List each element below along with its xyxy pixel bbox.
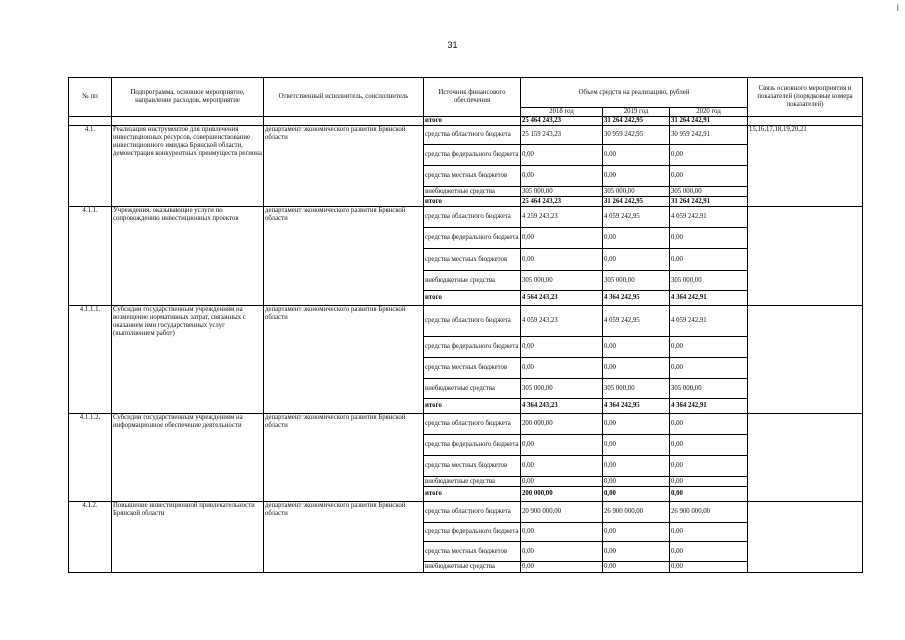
value-2018: 0,00: [521, 523, 603, 542]
value-2018: 25 159 243,23: [521, 126, 603, 145]
value-2020: 4 364 242,91: [670, 399, 748, 414]
row-source: средства областного бюджета: [424, 207, 521, 228]
table-row: [69, 207, 863, 228]
value-2019: 0,00: [603, 562, 670, 573]
row-program: Субсидии государственным учреждениям на возмещение нормативных затрат, связанных с оказанием ими государственных услуг (выполнением работ): [112, 306, 264, 414]
row-source: итого: [424, 487, 521, 502]
value-2019: 305 000,00: [603, 187, 670, 197]
row-source: итого: [424, 197, 521, 207]
value-2019: 305 000,00: [603, 271, 670, 291]
value-2020: 0,00: [670, 523, 748, 542]
header-source: Источник финансового обеспечения: [424, 78, 521, 117]
top-total-2020: 31 264 242,91: [670, 117, 748, 126]
row-source: средства местных бюджетов: [424, 542, 521, 562]
header-volume: Объем средств на реализацию, рублей: [521, 78, 748, 108]
row-source: средства местных бюджетов: [424, 166, 521, 187]
value-2020: 4 059 242,91: [670, 306, 748, 337]
table-row: [69, 306, 863, 337]
value-2018: 0,00: [521, 337, 603, 358]
row-source: средства местных бюджетов: [424, 456, 521, 477]
row-program: Реализация инструментов для привлечения инвестиционных ресурсов, совершенствование инвестиционного имиджа Брянской области, демонстрация конкурентных преимуществ региона: [112, 126, 264, 207]
value-2020: 0,00: [670, 487, 748, 502]
page-number: 31: [447, 40, 458, 50]
row-program: Учреждения, оказывающие услуги по сопровождению инвестиционных проектов: [112, 207, 264, 306]
value-2018: 0,00: [521, 477, 603, 487]
value-2019: 0,00: [603, 228, 670, 249]
value-2020: 0,00: [670, 249, 748, 271]
row-number: 4.1.1.2.: [69, 414, 112, 502]
row-source: средства местных бюджетов: [424, 249, 521, 271]
row-executor: департамент экономического развития Брянской области: [264, 306, 424, 414]
header-num: № пп: [69, 78, 112, 117]
top-total-2018: 25 464 243,23: [521, 117, 603, 126]
value-2018: 0,00: [521, 435, 603, 456]
row-number: 4.1.1.: [69, 207, 112, 306]
value-2018: 200 000,00: [521, 487, 603, 502]
value-2018: 0,00: [521, 562, 603, 573]
row-source: внебюджетные средства: [424, 187, 521, 197]
value-2020: 4 364 242,91: [670, 291, 748, 306]
value-2019: 4 364 242,95: [603, 399, 670, 414]
value-2020: 0,00: [670, 145, 748, 166]
header-year-2018: 2018 год: [521, 108, 603, 117]
value-2020: 0,00: [670, 562, 748, 573]
value-2018: 305 000,00: [521, 379, 603, 399]
value-2019: 0,00: [603, 249, 670, 271]
row-link: [748, 502, 863, 573]
table-row: [69, 414, 863, 435]
row-number: 4.1.1.1.: [69, 306, 112, 414]
row-executor: департамент экономического развития Брянской области: [264, 414, 424, 502]
header-executor: Ответственный исполнитель, соисполнитель: [264, 78, 424, 117]
row-program: Повышение инвестиционной привлекательности Брянской области: [112, 502, 264, 573]
row-source: средства федерального бюджета: [424, 337, 521, 358]
row-source: средства областного бюджета: [424, 414, 521, 435]
value-2018: 4 364 243,23: [521, 399, 603, 414]
value-2020: 0,00: [670, 542, 748, 562]
value-2018: 200 000,00: [521, 414, 603, 435]
value-2019: 0,00: [603, 456, 670, 477]
row-link: [748, 306, 863, 414]
header-link: Связь основного мероприятия и показателей (порядковые номера показателей): [748, 78, 863, 117]
value-2018: 25 464 243,23: [521, 197, 603, 207]
value-2019: 0,00: [603, 166, 670, 187]
row-link: [748, 414, 863, 502]
value-2019: 0,00: [603, 487, 670, 502]
value-2019: 0,00: [603, 414, 670, 435]
value-2018: 4 564 243,23: [521, 291, 603, 306]
value-2019: 0,00: [603, 542, 670, 562]
value-2018: 0,00: [521, 166, 603, 187]
row-source: средства областного бюджета: [424, 502, 521, 523]
top-total-row: [69, 117, 863, 126]
row-executor: департамент экономического развития Брянской области: [264, 207, 424, 306]
header-program: Подпрограмма, основное мероприятие, направление расходов, мероприятие: [112, 78, 264, 117]
value-2020: 0,00: [670, 358, 748, 379]
value-2019: 0,00: [603, 145, 670, 166]
row-source: средства областного бюджета: [424, 126, 521, 145]
row-source: средства федерального бюджета: [424, 145, 521, 166]
value-2019: 0,00: [603, 477, 670, 487]
row-number: 4.1.: [69, 126, 112, 207]
row-source: средства федерального бюджета: [424, 228, 521, 249]
value-2020: 305 000,00: [670, 379, 748, 399]
row-link: [748, 207, 863, 306]
row-source: итого: [424, 291, 521, 306]
row-source: внебюджетные средства: [424, 562, 521, 573]
value-2020: 0,00: [670, 435, 748, 456]
value-2019: 305 000,00: [603, 379, 670, 399]
row-program: Субсидии государственным учреждениям на информационное обеспечение деятельности: [112, 414, 264, 502]
row-source: внебюджетные средства: [424, 379, 521, 399]
value-2019: 4 059 242,95: [603, 306, 670, 337]
value-2018: 0,00: [521, 456, 603, 477]
value-2018: 0,00: [521, 228, 603, 249]
value-2019: 0,00: [603, 523, 670, 542]
value-2019: 4 059 242,95: [603, 207, 670, 228]
row-source: средства местных бюджетов: [424, 358, 521, 379]
value-2018: 0,00: [521, 358, 603, 379]
value-2019: 0,00: [603, 358, 670, 379]
value-2020: 31 264 242,91: [670, 197, 748, 207]
row-executor: департамент экономического развития Брянской области: [264, 126, 424, 207]
row-source: внебюджетные средства: [424, 271, 521, 291]
value-2020: 0,00: [670, 477, 748, 487]
top-total-2019: 31 264 242,95: [603, 117, 670, 126]
row-link: 15,16,17,18,19,20,21: [748, 126, 863, 207]
value-2020: 305 000,00: [670, 271, 748, 291]
value-2018: 0,00: [521, 145, 603, 166]
value-2019: 4 364 242,95: [603, 291, 670, 306]
value-2019: 30 959 242,95: [603, 126, 670, 145]
value-2020: 0,00: [670, 166, 748, 187]
row-source: внебюджетные средства: [424, 477, 521, 487]
table-row: [69, 502, 863, 523]
value-2020: 0,00: [670, 414, 748, 435]
header-year-2020: 2020 год: [670, 108, 748, 117]
table-row: [69, 126, 863, 145]
row-source: средства федерального бюджета: [424, 435, 521, 456]
top-total-label: итого: [424, 117, 521, 126]
value-2018: 305 000,00: [521, 271, 603, 291]
value-2018: 305 000,00: [521, 187, 603, 197]
row-number: 4.1.2.: [69, 502, 112, 573]
value-2020: 0,00: [670, 337, 748, 358]
row-executor: департамент экономического развития Брянской области: [264, 502, 424, 573]
value-2020: 30 959 242,91: [670, 126, 748, 145]
value-2018: 4 059 243,23: [521, 306, 603, 337]
header-year-2019: 2019 год: [603, 108, 670, 117]
row-source: средства областного бюджета: [424, 306, 521, 337]
value-2019: 31 264 242,95: [603, 197, 670, 207]
value-2020: 0,00: [670, 456, 748, 477]
value-2020: 0,00: [670, 228, 748, 249]
value-2018: 4 259 243,23: [521, 207, 603, 228]
value-2018: 20 900 000,00: [521, 502, 603, 523]
corner-mark: I: [896, 3, 899, 13]
value-2019: 0,00: [603, 435, 670, 456]
row-source: средства федерального бюджета: [424, 523, 521, 542]
value-2019: 26 900 000,00: [603, 502, 670, 523]
row-source: итого: [424, 399, 521, 414]
value-2018: 0,00: [521, 249, 603, 271]
value-2019: 0,00: [603, 337, 670, 358]
value-2020: 305 000,00: [670, 187, 748, 197]
value-2020: 4 059 242,91: [670, 207, 748, 228]
value-2020: 26 900 000,00: [670, 502, 748, 523]
budget-table: [68, 77, 863, 573]
value-2018: 0,00: [521, 542, 603, 562]
